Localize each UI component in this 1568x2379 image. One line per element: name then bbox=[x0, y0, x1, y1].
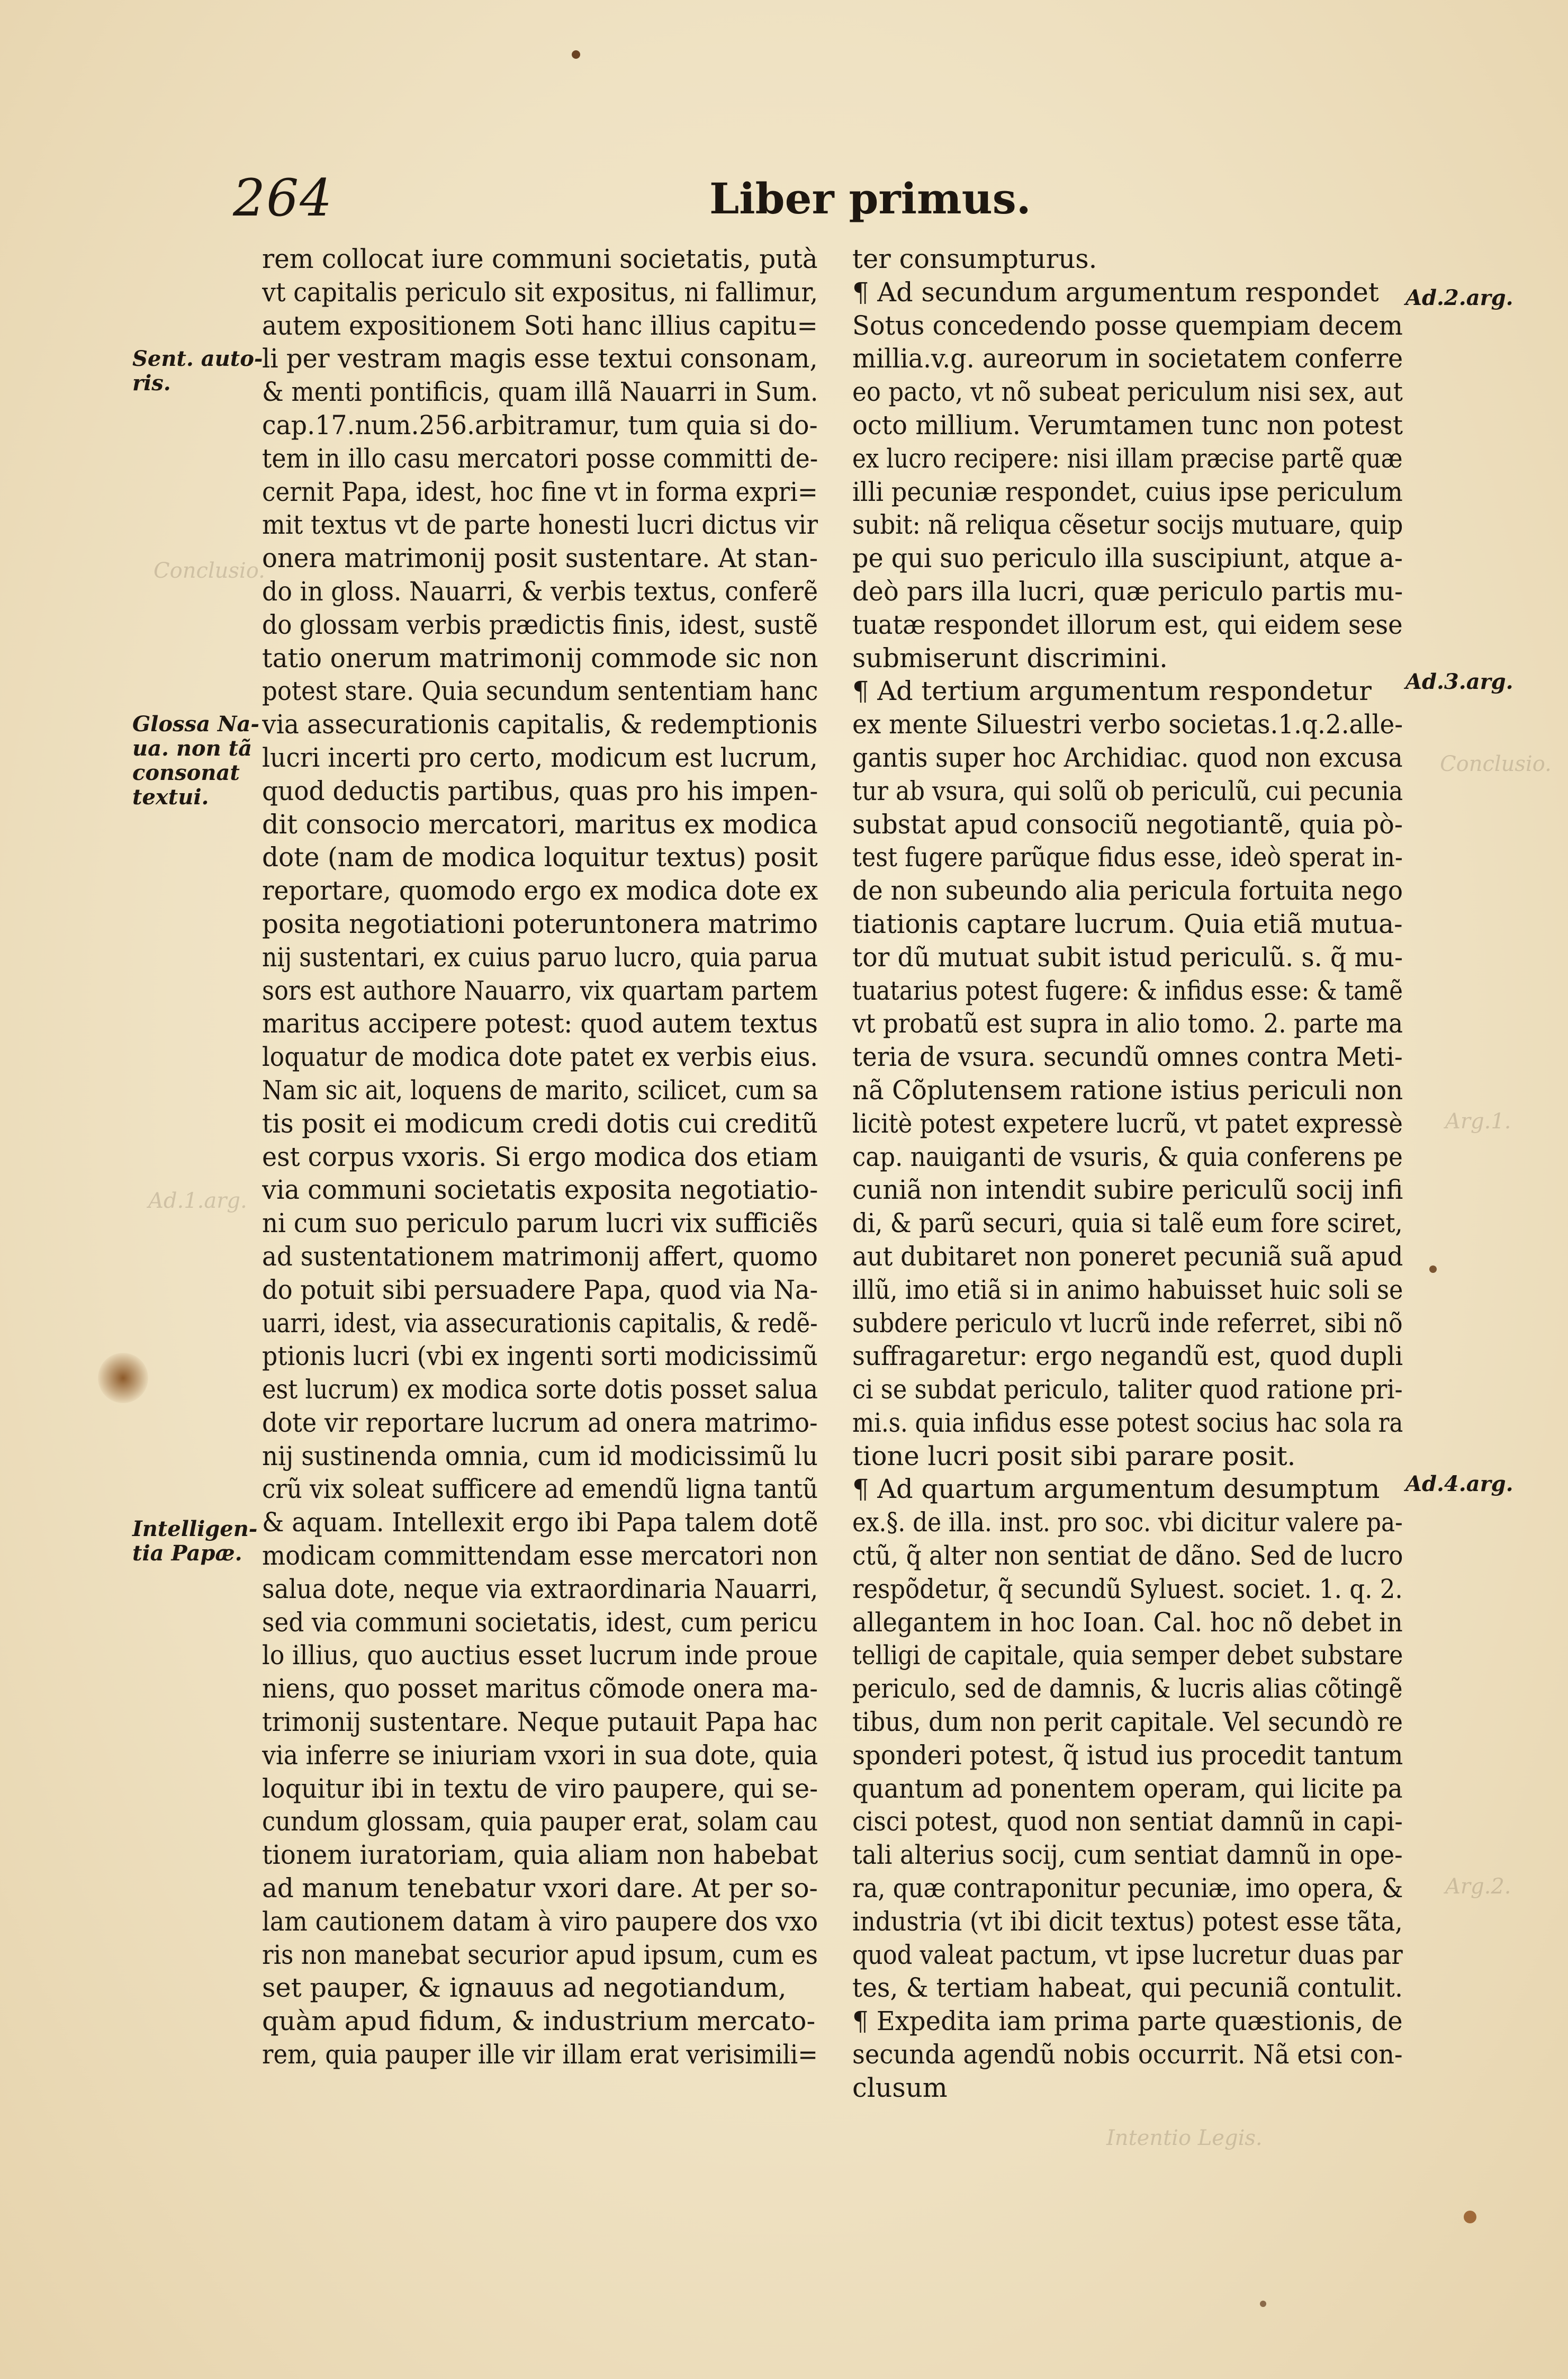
text-line: tes, & tertiam habeat, qui pecuniã contulit. bbox=[852, 1972, 1403, 2004]
text-line: tionem iuratoriam, quia aliam non habebat bbox=[262, 1839, 818, 1871]
text-line: salua dote, neque via extraordinaria Nauarri, bbox=[262, 1573, 818, 1604]
text-line: li per vestram magis esse textui consonam, bbox=[262, 343, 818, 374]
foxing-stain bbox=[1260, 2301, 1266, 2307]
margin-note-ad-3-arg bbox=[1405, 670, 1513, 694]
text-line: ex mente Siluestri verbo societas.1.q.2.alle- bbox=[852, 709, 1403, 740]
text-line: tiationis captare lucrum. Quia etiã mutua- bbox=[852, 908, 1403, 939]
text-line: ex lucro recipere: nisi illam præcise partẽ quæ bbox=[852, 443, 1403, 474]
text-line: illũ, imo etiã si in animo habuisset huic soli se bbox=[852, 1274, 1403, 1305]
bleed-through-text: Intentio Legis. bbox=[1106, 2126, 1263, 2150]
text-line: set pauper, & ignauus ad negotiandum, bbox=[262, 1972, 787, 2004]
text-line: ci se subdat periculo, taliter quod ratione pri- bbox=[852, 1374, 1403, 1405]
text-line: sponderi potest, q̃ istud ius procedit tantum bbox=[852, 1739, 1403, 1771]
text-line: ad manum tenebatur vxori dare. At per so- bbox=[262, 1873, 818, 1904]
text-line: cap. nauiganti de vsuris, & quia conferens pe bbox=[852, 1141, 1403, 1172]
text-line: ni cum suo periculo parum lucri vix sufficiẽs bbox=[262, 1208, 818, 1239]
margin-note-line: Glossa Na- bbox=[132, 712, 259, 737]
text-line: tuatæ respondet illorum est, qui eidem sese bbox=[852, 609, 1403, 640]
page-number: 264 bbox=[233, 168, 334, 228]
text-line: crũ vix soleat sufficere ad emendũ ligna tantũ bbox=[262, 1474, 818, 1505]
margin-note-line: textui. bbox=[132, 785, 209, 810]
text-line: substat apud consociũ negotiantẽ, quia pò- bbox=[852, 809, 1403, 840]
text-line: potest stare. Quia secundum sententiam hanc bbox=[262, 676, 818, 707]
text-line: cisci potest, quod non sentiat damnũ in capi- bbox=[852, 1806, 1403, 1837]
margin-note-line: consonat bbox=[132, 760, 240, 785]
foxing-stain bbox=[1429, 1265, 1437, 1273]
text-line: test fugere parũque fidus esse, ideò sperat in- bbox=[852, 842, 1403, 873]
text-line: tuatarius potest fugere: & infidus esse: & tamẽ bbox=[852, 975, 1403, 1006]
text-line: aut dubitaret non poneret pecuniã suã apud bbox=[852, 1241, 1403, 1272]
text-line: Nam sic ait, loquens de marito, scilicet, cum sa bbox=[262, 1074, 818, 1106]
text-line: ter consumpturus. bbox=[852, 244, 1097, 274]
text-line: lucri incerti pro certo, modicum est lucrum, bbox=[262, 742, 818, 773]
text-line: respõdetur, q̃ secundũ Syluest. societ. 1. q. 2. bbox=[852, 1573, 1403, 1604]
margin-note-glossa-nauarri bbox=[132, 712, 259, 810]
page-header bbox=[233, 168, 1031, 232]
text-line: licitè potest expetere lucrũ, vt patet expressè bbox=[852, 1108, 1403, 1139]
text-line: ptionis lucri (vbi ex ingenti sorti modicissimũ bbox=[262, 1341, 818, 1372]
text-line: uarri, idest, via assecurationis capitalis, & redẽ- bbox=[262, 1307, 818, 1339]
text-line: rem, quia pauper ille vir illam erat verisimili= bbox=[262, 2039, 818, 2070]
text-line: gantis super hoc Archidiac. quod non excusa bbox=[852, 742, 1403, 773]
margin-note-line: Intelligen- bbox=[132, 1516, 258, 1541]
text-line: tali alterius socij, cum sentiat damnũ in ope- bbox=[852, 1839, 1403, 1871]
margin-note-line: ris. bbox=[132, 371, 171, 396]
text-line: tem in illo casu mercatori posse committi de- bbox=[262, 443, 818, 474]
text-line: cundum glossam, quia pauper erat, solam cau bbox=[262, 1806, 818, 1837]
margin-note-line: Ad.4.arg. bbox=[1405, 1471, 1513, 1496]
text-line: do glossam verbis prædictis finis, idest, sustẽ bbox=[262, 609, 818, 640]
text-line: tor dũ mutuat subit istud periculũ. s. q̃ mu- bbox=[852, 941, 1403, 973]
text-line: est lucrum) ex modica sorte dotis posset salua bbox=[262, 1374, 818, 1405]
foxing-stain bbox=[572, 50, 580, 59]
running-head: Liber primus. bbox=[709, 174, 1031, 223]
text-line: nã Cõplutensem ratione istius periculi non bbox=[852, 1074, 1403, 1106]
text-line: tibus, dum non perit capitale. Vel secundò re bbox=[852, 1707, 1403, 1738]
text-line: autem expositionem Soti hanc illius capitu= bbox=[262, 310, 818, 341]
text-line: do potuit sibi persuadere Papa, quod via Na- bbox=[262, 1274, 818, 1305]
text-line: vt probatũ est supra in alio tomo. 2. parte ma bbox=[852, 1008, 1403, 1039]
text-line: do in gloss. Nauarri, & verbis textus, conferẽ bbox=[262, 576, 818, 607]
text-line: pe qui suo periculo illa suscipiunt, atque a- bbox=[852, 543, 1403, 574]
text-line: quantum ad ponentem operam, qui licite pa bbox=[852, 1773, 1403, 1804]
bleed-through-text: Ad.1.arg. bbox=[148, 1189, 247, 1213]
text-line: via assecurationis capitalis, & redemptionis bbox=[262, 709, 818, 740]
bleed-through-text: Arg.2. bbox=[1445, 1874, 1511, 1899]
text-line: periculo, sed de damnis, & lucris alias cõtingẽ bbox=[852, 1673, 1403, 1704]
text-line: submiserunt discrimini. bbox=[852, 642, 1168, 674]
text-line: ad sustentationem matrimonij affert, quomo bbox=[262, 1241, 818, 1272]
text-line: illi pecuniæ respondet, cuius ipse periculum bbox=[852, 476, 1403, 507]
text-line: suffragaretur: ergo negandũ est, quod dupli bbox=[852, 1341, 1403, 1372]
text-line: & menti pontificis, quam illã Nauarri in Sum. bbox=[262, 376, 818, 408]
text-line: & aquam. Intellexit ergo ibi Papa talem dotẽ bbox=[262, 1507, 818, 1538]
text-line: di, & parũ securi, quia si talẽ eum fore sciret, bbox=[852, 1208, 1403, 1239]
text-line: cuniã non intendit subire periculũ socij infi bbox=[852, 1174, 1403, 1206]
text-line: sors est authore Nauarro, vix quartam partem bbox=[262, 975, 818, 1006]
text-line: loquitur ibi in textu de viro paupere, qui se- bbox=[262, 1773, 818, 1804]
margin-note-ad-4-arg bbox=[1405, 1472, 1513, 1496]
text-line: nij sustentari, ex cuius paruo lucro, quia parua bbox=[262, 941, 818, 973]
margin-note-line: Ad.2.arg. bbox=[1405, 285, 1513, 310]
text-line: octo millium. Verumtamen tunc non potest bbox=[852, 409, 1403, 441]
text-line: deò pars illa lucri, quæ periculo partis mu- bbox=[852, 576, 1403, 607]
text-line: ris non manebat securior apud ipsum, cum es bbox=[262, 1939, 818, 1970]
margin-note-ad-2-arg bbox=[1405, 286, 1513, 310]
text-line: allegantem in hoc Ioan. Cal. hoc nõ debet in bbox=[852, 1606, 1403, 1638]
text-line: maritus accipere potest: quod autem textus bbox=[262, 1008, 818, 1039]
text-line: rem collocat iure communi societatis, putà bbox=[262, 244, 818, 274]
text-line: modicam committendam esse mercatori non bbox=[262, 1540, 818, 1572]
bleed-through-text: Conclusio. bbox=[1440, 752, 1552, 776]
text-line: est corpus vxoris. Si ergo modica dos etiam bbox=[262, 1141, 818, 1172]
bleed-through-text: Conclusio. bbox=[154, 559, 265, 583]
text-line: onera matrimonij posit sustentare. At stan- bbox=[262, 543, 818, 574]
text-line: lo illius, quo auctius esset lucrum inde proue bbox=[262, 1640, 818, 1671]
text-line: telligi de capitale, quia semper debet substare bbox=[852, 1640, 1403, 1671]
text-line: loquatur de modica dote patet ex verbis eius. bbox=[262, 1042, 818, 1073]
text-line: sed via communi societatis, idest, cum pericu bbox=[262, 1606, 818, 1638]
text-line: cernit Papa, idest, hoc fine vt in forma expri= bbox=[262, 476, 818, 507]
text-line: ¶ Ad quartum argumentum desumptum bbox=[852, 1474, 1380, 1505]
text-line: subit: nã reliqua cẽsetur socijs mutuare, quip bbox=[852, 509, 1403, 541]
text-line: vt capitalis periculo sit expositus, ni fallimur, bbox=[262, 276, 818, 308]
text-line: secunda agendũ nobis occurrit. Nã etsi con- bbox=[852, 2039, 1403, 2070]
margin-note-line: Ad.3.arg. bbox=[1405, 669, 1513, 694]
text-line: tione lucri posit sibi parare posit. bbox=[852, 1440, 1296, 1471]
text-line: ¶ Ad tertium argumentum respondetur bbox=[852, 676, 1372, 707]
text-line: ctũ, q̃ alter non sentiat de dãno. Sed de lucro bbox=[852, 1540, 1403, 1572]
margin-note-intelligentia-papae bbox=[132, 1517, 257, 1566]
text-line: teria de vsura. secundũ omnes contra Meti- bbox=[852, 1042, 1403, 1073]
text-line: cap.17.num.256.arbitramur, tum quia si do- bbox=[262, 409, 818, 441]
margin-note-sent-autoris bbox=[132, 347, 263, 396]
text-line: lam cautionem datam à viro paupere dos vxo bbox=[262, 1906, 818, 1937]
bleed-through-text: Arg.1. bbox=[1445, 1109, 1511, 1134]
text-line: industria (vt ibi dicit textus) potest esse tãta, bbox=[852, 1906, 1403, 1937]
text-line: dote vir reportare lucrum ad onera matrimo- bbox=[262, 1407, 818, 1438]
text-line: ¶ Expedita iam prima parte quæstionis, de bbox=[852, 2006, 1403, 2037]
text-line: tur ab vsura, qui solũ ob periculũ, cui pecunia bbox=[852, 775, 1403, 806]
text-line: nij sustinenda omnia, cum id modicissimũ lu bbox=[262, 1440, 818, 1471]
text-line: de non subeundo alia pericula fortuita nego bbox=[852, 875, 1403, 906]
foxing-stain bbox=[98, 1353, 148, 1403]
text-line: posita negotiationi poteruntonera matrimo bbox=[262, 908, 818, 939]
foxing-stain bbox=[1464, 2211, 1476, 2223]
margin-note-line: tia Papæ. bbox=[132, 1541, 242, 1566]
text-line: tis posit ei modicum credi dotis cui creditũ bbox=[262, 1108, 818, 1139]
text-line: ¶ Ad secundum argumentum respondet bbox=[852, 276, 1379, 308]
text-line: subdere periculo vt lucrũ inde referret, sibi nõ bbox=[852, 1307, 1403, 1339]
text-line: quàm apud fidum, & industrium mercato- bbox=[262, 2006, 816, 2037]
text-line: mit textus vt de parte honesti lucri dictus vir bbox=[262, 509, 818, 541]
text-line: via communi societatis exposita negotiatio- bbox=[262, 1174, 818, 1206]
text-line: reportare, quomodo ergo ex modica dote ex bbox=[262, 875, 818, 906]
text-line: dote (nam de modica loquitur textus) posit bbox=[262, 842, 818, 873]
text-line: mi.s. quia infidus esse potest socius hac sola ra bbox=[852, 1407, 1403, 1438]
text-line: ra, quæ contraponitur pecuniæ, imo opera, & bbox=[852, 1873, 1403, 1904]
text-line: quod deductis partibus, quas pro his impen- bbox=[262, 775, 818, 806]
text-line: eo pacto, vt nõ subeat periculum nisi sex, aut bbox=[852, 376, 1403, 408]
text-line: millia.v.g. aureorum in societatem conferre bbox=[852, 343, 1403, 374]
text-line: tatio onerum matrimonij commode sic non bbox=[262, 642, 818, 674]
text-line: niens, quo posset maritus cõmode onera ma- bbox=[262, 1673, 818, 1704]
text-line: quod valeat pactum, vt ipse lucretur duas par bbox=[852, 1939, 1403, 1970]
text-line: trimonij sustentare. Neque putauit Papa hac bbox=[262, 1707, 818, 1738]
text-line: dit consocio mercatori, maritus ex modica bbox=[262, 809, 818, 840]
margin-note-line: Sent. auto- bbox=[132, 346, 263, 371]
text-line: ex.§. de illa. inst. pro soc. vbi dicitur valere pa- bbox=[852, 1507, 1403, 1538]
right-text-column bbox=[852, 243, 1403, 2105]
text-line: via inferre se iniuriam vxori in sua dote, quia bbox=[262, 1739, 818, 1771]
margin-note-line: ua. non tã bbox=[132, 736, 253, 761]
left-text-column bbox=[262, 243, 818, 2071]
text-line: clusum bbox=[852, 2072, 948, 2103]
text-line: Sotus concedendo posse quempiam decem bbox=[852, 310, 1403, 341]
